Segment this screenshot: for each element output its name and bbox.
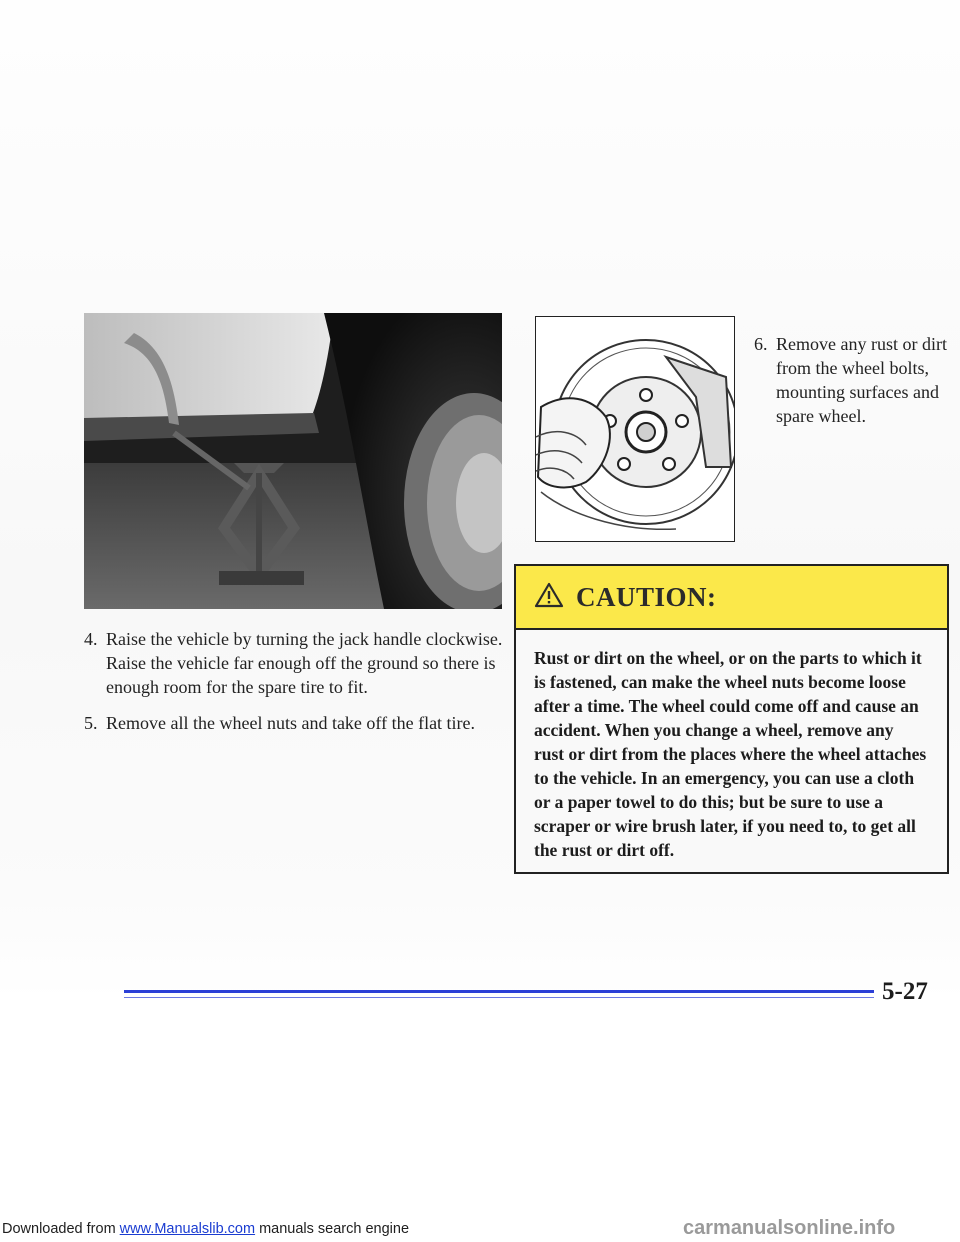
page-number: 5-27: [882, 978, 928, 1005]
watermark-text: carmanualsonline.info: [683, 1217, 896, 1239]
step-text: Raise the vehicle by turning the jack handle clockwise. Raise the vehicle far enough off the ground so there is enough room for the spare tire to fit.: [106, 629, 503, 697]
step-text: Remove any rust or dirt from the wheel bolts, mounting surfaces and spare wheel.: [776, 334, 947, 426]
rule-line-thin: [124, 997, 874, 998]
step-number: 5.: [84, 713, 98, 733]
step-item: [84, 627, 512, 699]
caution-header: [516, 566, 947, 630]
wheel-hub-illustration: [535, 316, 735, 542]
steps-right: [754, 332, 954, 440]
manualslib-link[interactable]: www.Manualslib.com: [119, 1221, 256, 1237]
rule-line-thick: [124, 990, 874, 993]
step-item: [754, 332, 954, 428]
footer-suffix: manuals search engine: [255, 1221, 410, 1237]
jack-photo: [84, 313, 502, 609]
download-footer: [2, 1221, 409, 1237]
step-number: 4.: [84, 629, 98, 649]
steps-left: [84, 627, 512, 747]
step-number: 6.: [754, 334, 768, 354]
warning-triangle-icon: [534, 582, 564, 613]
footer-prefix: Downloaded from: [2, 1221, 120, 1237]
jack-photo-illustration: [84, 313, 502, 609]
footer-rule: [124, 988, 874, 1002]
step-text: Remove all the wheel nuts and take off the flat tire.: [106, 713, 476, 733]
hub-line-drawing: [536, 317, 734, 541]
caution-title: CAUTION:: [576, 581, 717, 612]
caution-box: [514, 564, 949, 874]
step-item: [84, 711, 512, 735]
caution-text: Rust or dirt on the wheel, or on the parts to which it is fastened, can make the wheel nuts become loose after a time. The wheel could come off and cause an accident. When you change a wheel, remove any rust or dirt from the places where the wheel attaches to the vehicle. In an emergency, you can use a cloth or a paper towel to do this; but be sure to use a scraper or wire brush later, if you need to, to get all the rust or dirt off.: [534, 648, 927, 860]
